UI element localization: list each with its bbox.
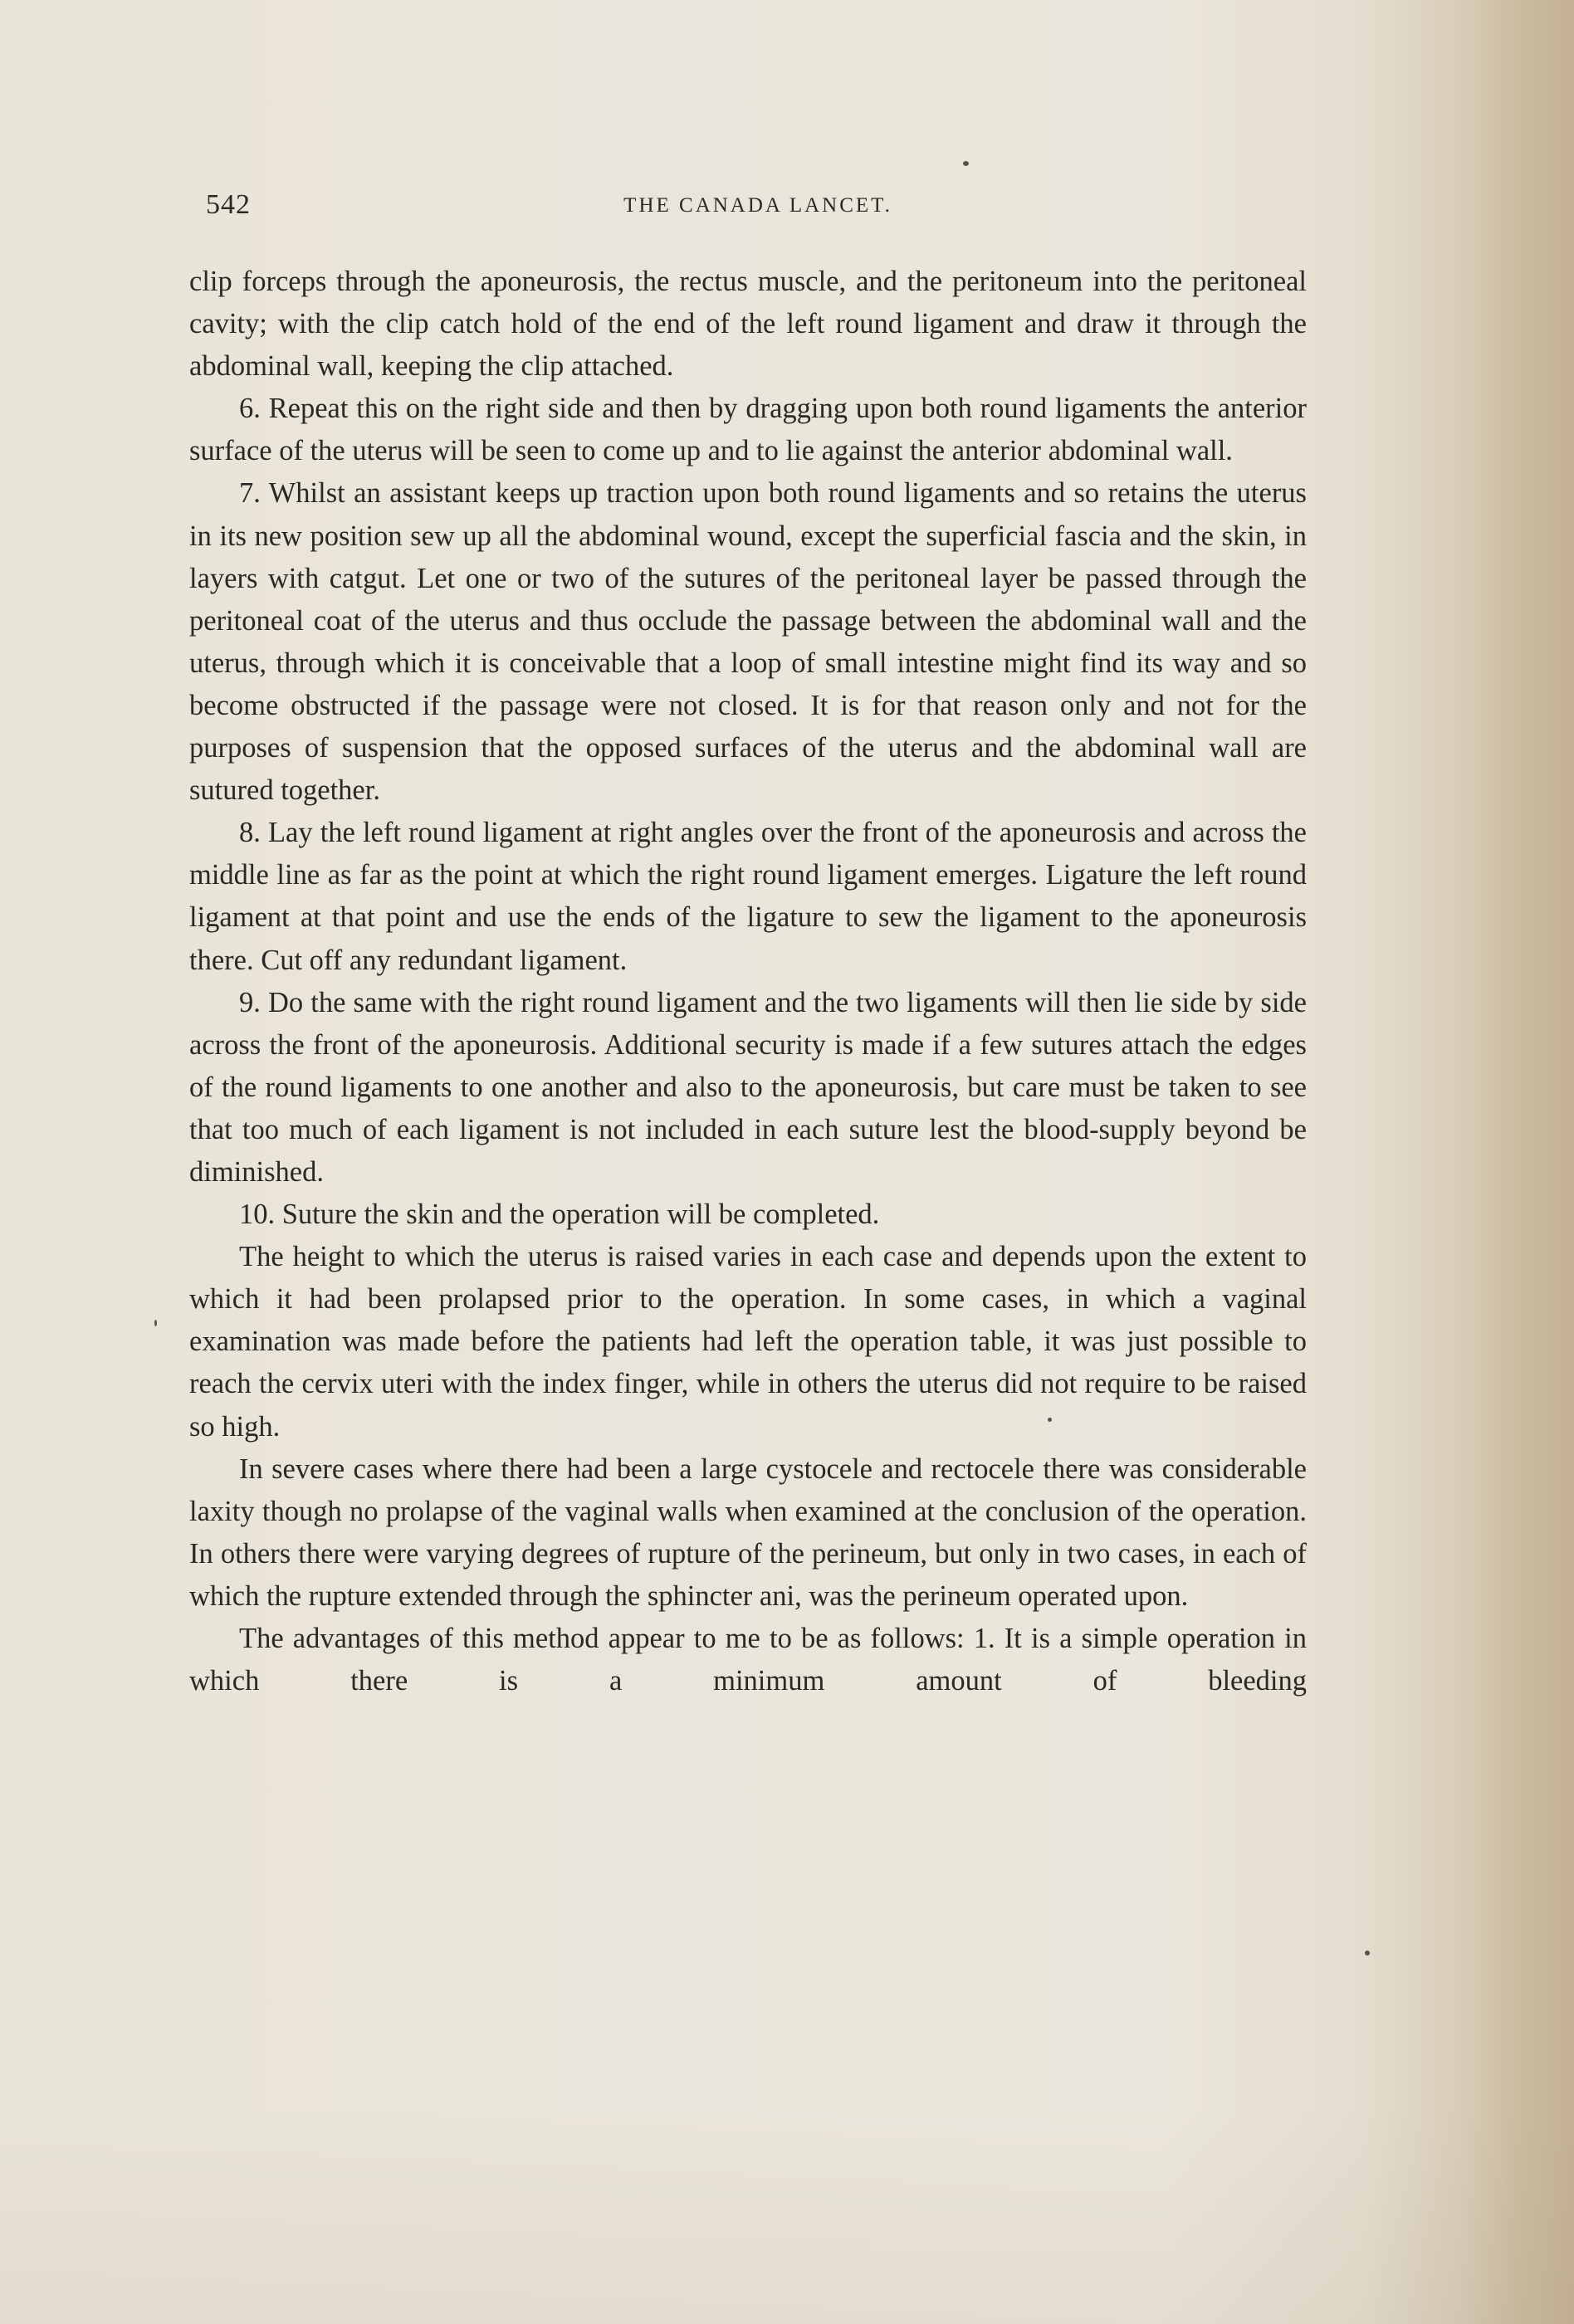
- body-text: [189, 261, 1307, 1702]
- ink-speck: [963, 161, 969, 166]
- paragraph-step-10: 10. Suture the skin and the operation will be completed.: [239, 1199, 880, 1231]
- ink-speck: [1365, 1950, 1370, 1955]
- page-header: [206, 189, 1310, 231]
- paragraph-step-8: 8. Lay the left round ligament at right angles over the front of the aponeurosis and across the middle line as far as the point at which the right round ligament emerges. Ligature the left round ligament at that point and use the ends of the ligature to sew the ligament to the aponeurosis there. Cut off any redundant ligament.: [189, 817, 1307, 976]
- paragraph-continuation: clip forceps through the aponeurosis, the rectus muscle, and the peritoneum into the peritoneal cavity; with the clip catch hold of the end of the left round ligament and draw it through the abdominal wall, keeping the clip attached.: [189, 266, 1307, 383]
- running-title: THE CANADA LANCET.: [623, 194, 892, 217]
- paragraph-step-7: 7. Whilst an assistant keeps up traction upon both round ligaments and so retains the uterus in its new position sew up all the abdominal wound, except the superficial fascia and the skin, in layers with catgut. Let one or two of the sutures of the peritoneal layer be passed through the peritoneal coat of the uterus and thus occlude the passage between the abdominal wall and the uterus, through which it is conceivable that a loop of small intestine might find its way and so become obstructed if the passage were not closed. It is for that reason only and not for the purposes of suspension that the opposed surfaces of the uterus and the abdominal wall are sutured together.: [189, 477, 1307, 807]
- paragraph-severe-cases: In severe cases where there had been a large cystocele and rectocele there was considerable laxity though no prolapse of the vaginal walls when examined at the conclusion of the operation. In others there were varying degrees of rupture of the perineum, but only in two cases, in each of which the rupture extended through the sphincter ani, was the perineum operated upon.: [189, 1452, 1307, 1612]
- ink-speck: [1048, 1418, 1052, 1422]
- page-number: 542: [206, 189, 251, 220]
- paragraph-step-6: 6. Repeat this on the right side and then by dragging upon both round ligaments the anterior surface of the uterus will be seen to come up and to lie against the anterior abdominal wall.: [189, 393, 1307, 467]
- paragraph-advantages: The advantages of this method appear to me to be as follows: 1. It is a simple operation in which there is a minimum amount of bleeding: [189, 1623, 1307, 1697]
- ink-speck: [154, 1320, 157, 1326]
- paragraph-step-9: 9. Do the same with the right round ligament and the two ligaments will then lie side by side across the front of the aponeurosis. Additional security is made if a few sutures attach the edges of the round ligaments to one another and also to the aponeurosis, but care must be taken to see that too much of each ligament is not included in each suture lest the blood-supply beyond be diminished.: [189, 986, 1307, 1188]
- paragraph-uterus-height: The height to which the uterus is raised varies in each case and depends upon the extent to which it had been prolapsed prior to the operation. In some cases, in which a vaginal examination was made before the patients had left the operation table, it was just possible to reach the cervix uteri with the index finger, while in others the uterus did not require to be raised so high.: [189, 1241, 1307, 1443]
